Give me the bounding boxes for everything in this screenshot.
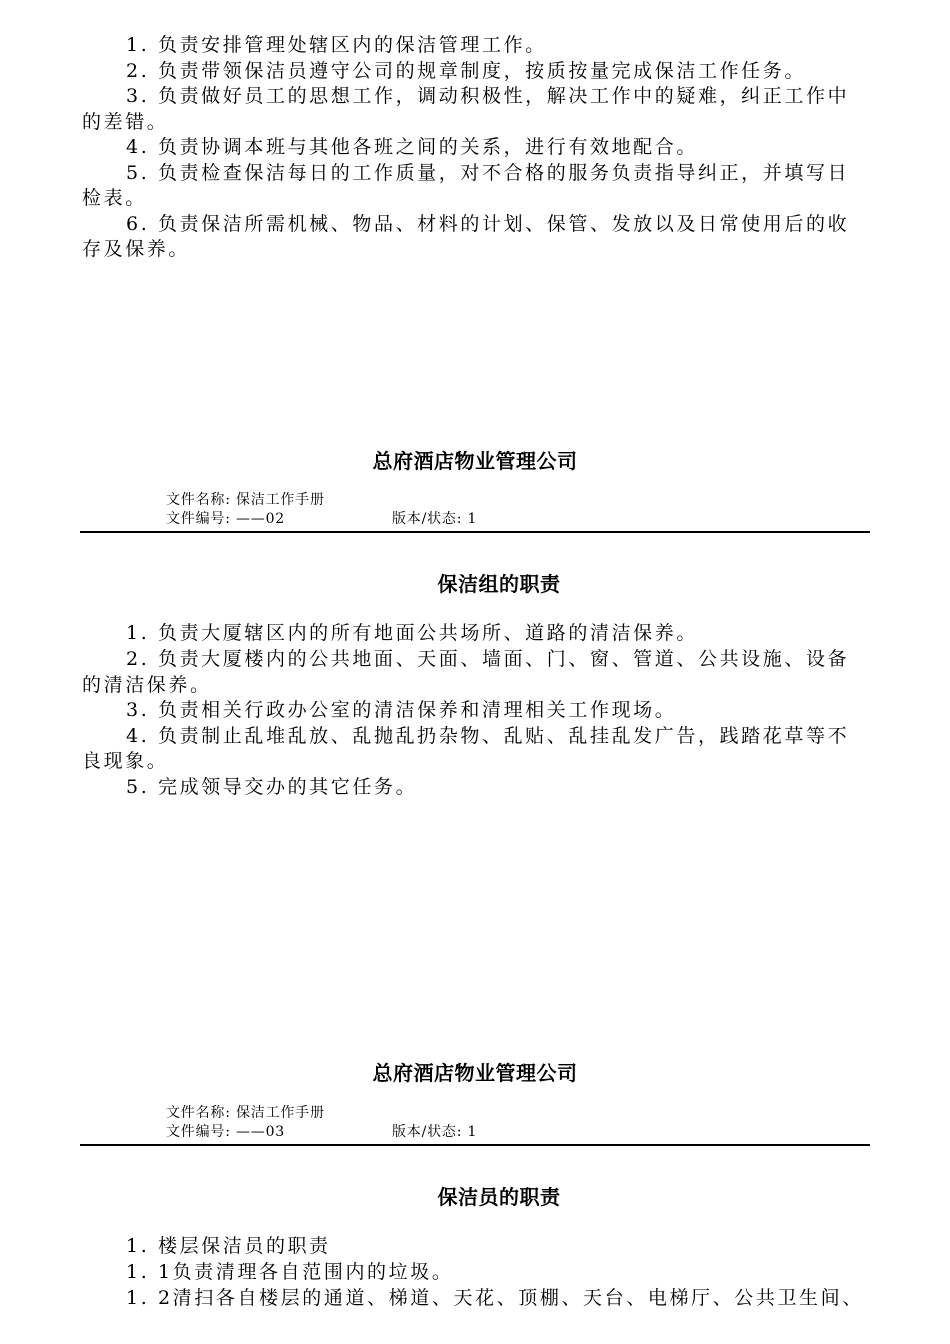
doc-name: 文件名称: 保洁工作手册 [166, 492, 325, 508]
list-item: 1. 2清扫各自楼层的通道、梯道、天花、顶棚、天台、电梯厅、公共卫生间、 [126, 1287, 864, 1309]
document-meta [166, 1104, 477, 1142]
list-item: 1. 楼层保洁员的职责 [126, 1235, 331, 1257]
list-item: 5. 负责检查保洁每日的工作质量，对不合格的服务负责指导纠正，并填写日检表。 [82, 161, 850, 209]
list-item: 1. 负责大厦辖区内的所有地面公共场所、道路的清洁保养。 [126, 622, 698, 644]
list-item: 2. 负责带领保洁员遵守公司的规章制度，按质按量完成保洁工作任务。 [126, 59, 806, 82]
header-divider [80, 1144, 870, 1146]
doc-version: 版本/状态: 1 [392, 1124, 478, 1140]
company-name: 总府酒店物业管理公司 [372, 1061, 578, 1085]
section-title: 保洁员的职责 [437, 1185, 561, 1209]
list-item: 6. 负责保洁所需机械、物品、材料的计划、保管、发放以及日常使用后的收存及保养。 [82, 212, 850, 260]
doc-version: 版本/状态: 1 [392, 511, 478, 527]
list-item: 5. 完成领导交办的其它任务。 [126, 775, 418, 798]
doc-number: 文件编号: ——02 [166, 511, 285, 527]
list-item: 1. 负责安排管理处辖区内的保洁管理工作。 [126, 34, 547, 56]
doc-name: 文件名称: 保洁工作手册 [166, 1105, 325, 1121]
document-meta [166, 491, 477, 529]
doc-number: 文件编号: ——03 [166, 1124, 285, 1140]
section-title: 保洁组的职责 [437, 572, 561, 596]
company-name: 总府酒店物业管理公司 [372, 449, 578, 473]
list-item: 1. 1负责清理各自范围内的垃圾。 [126, 1261, 454, 1283]
list-item: 4. 负责制止乱堆乱放、乱抛乱扔杂物、乱贴、乱挂乱发广告，践踏花草等不良现象。 [82, 724, 850, 772]
list-item: 2. 负责大厦楼内的公共地面、天面、墙面、门、窗、管道、公共设施、设备的清洁保养。 [82, 648, 850, 696]
list-item: 3. 负责做好员工的思想工作，调动积极性，解决工作中的疑难，纠正工作中的差错。 [82, 85, 850, 133]
list-item: 3. 负责相关行政办公室的清洁保养和清理相关工作现场。 [126, 699, 677, 721]
header-divider [80, 531, 870, 533]
list-item: 4. 负责协调本班与其他各班之间的关系，进行有效地配合。 [126, 136, 698, 158]
